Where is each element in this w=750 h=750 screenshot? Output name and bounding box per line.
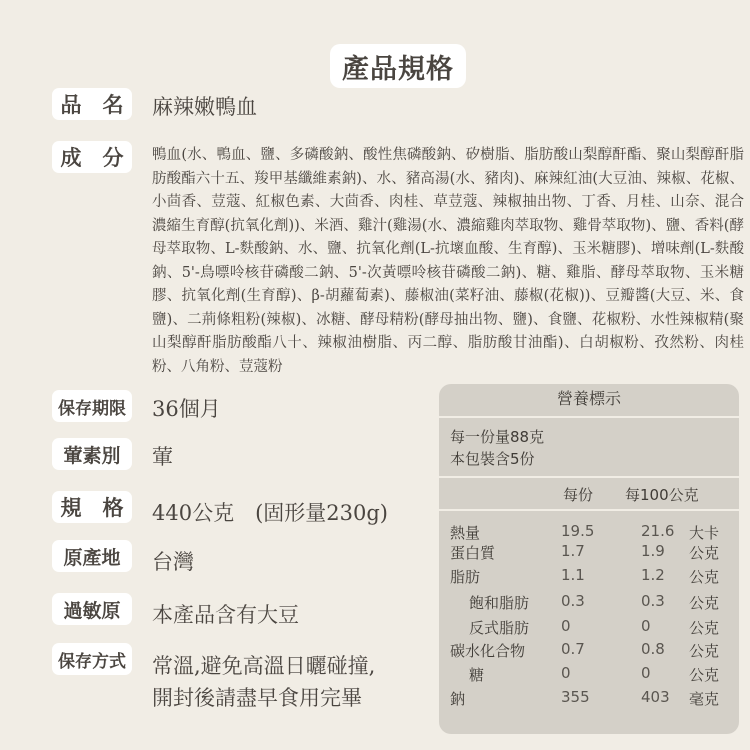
per-serving-value: 0 — [561, 664, 571, 682]
unit: 毫克 — [689, 690, 720, 708]
per-100g-value: 0.3 — [641, 592, 665, 610]
per-100g-value: 1.9 — [641, 542, 665, 560]
nutrient-name: 飽和脂肪 — [469, 594, 530, 612]
label-origin: 原產地 — [52, 540, 132, 572]
col-header-per-100g: 每100公克 — [625, 486, 699, 504]
per-serving-value: 0.3 — [561, 592, 585, 610]
unit: 公克 — [689, 594, 720, 612]
value-product-name: 麻辣嫩鴨血 — [152, 95, 257, 119]
divider — [439, 476, 739, 478]
nutrient-name: 碳水化合物 — [450, 642, 526, 660]
divider — [439, 416, 739, 418]
per-serving-value: 19.5 — [561, 522, 595, 540]
per-serving-value: 1.1 — [561, 566, 585, 584]
nutrition-row — [439, 617, 739, 641]
value-origin: 台灣 — [152, 550, 194, 574]
nutrient-name: 蛋白質 — [450, 544, 496, 562]
value-storage — [152, 650, 375, 714]
nutrition-title: 營養標示 — [556, 389, 621, 408]
label-product-name: 品 名 — [52, 88, 132, 120]
nutrition-row — [439, 542, 739, 566]
page-title: 產品規格 — [330, 44, 466, 88]
unit: 公克 — [689, 666, 720, 684]
per-100g-value: 0 — [641, 617, 651, 635]
per-100g-value: 21.6 — [641, 522, 675, 540]
unit: 公克 — [689, 544, 720, 562]
servings-per-package: 本包裝含5份 — [450, 450, 535, 468]
value-allergen: 本產品含有大豆 — [152, 603, 299, 627]
nutrition-row — [439, 688, 739, 712]
storage-line-1: 常溫,避免高溫日曬碰撞, — [152, 654, 376, 678]
value-size: 440公克 (固形量230g) — [152, 501, 388, 525]
label-allergen: 過敏原 — [52, 593, 132, 625]
per-100g-value: 403 — [641, 688, 670, 706]
nutrient-name: 糖 — [469, 666, 485, 684]
nutrition-row — [439, 664, 739, 688]
nutrition-facts-panel — [439, 384, 739, 734]
nutrient-name: 熱量 — [450, 524, 481, 542]
value-ingredients: 鴨血(水、鴨血、鹽、多磷酸鈉、酸性焦磷酸鈉、矽樹脂、脂肪酸山梨醇酐酯、聚山梨醇酐脂肪酸酯六十五、羧甲基纖維素鈉)、水、豬高湯(水、豬肉)、麻辣紅油(大豆油、辣椒、花椒、小茴香、荳蔻、紅椒色素、大茴香、肉桂、草荳蔻、辣椒抽出物、丁香、月桂、山奈、混合濃縮生育醇(抗氧化劑))、米酒、雞汁(雞湯(水、濃縮雞肉萃取物、雞骨萃取物)、鹽、香料(酵母萃取物、L-麩酸鈉、水、鹽、抗氧化劑(L-抗壞血酸、生育醇)、玉米糖膠)、增味劑(L-麩酸鈉、5'-鳥嘌呤核苷磷酸二鈉、5'-次黃嘌呤核苷磷酸二鈉)、糖、雞脂、酵母萃取物、玉米糖膠、抗氧化劑(生育醇)、β-胡蘿蔔素)、藤椒油(菜籽油、藤椒(花椒))、豆瓣醬(大豆、米、食鹽)、二荊條粗粉(辣椒)、冰糖、酵母精粉(酵母抽出物、鹽)、食鹽、花椒粉、水性辣椒精(聚山梨醇酐脂肪酸酯八十、辣椒油樹脂、丙二醇、脂肪酸甘油酯)、白胡椒粉、孜然粉、肉桂粉、八角粉、荳蔻粉 — [152, 147, 744, 375]
label-storage: 保存方式 — [52, 643, 132, 675]
per-100g-value: 0.8 — [641, 640, 665, 658]
value-diet-type: 葷 — [152, 445, 173, 469]
nutrient-name: 反式脂肪 — [469, 619, 530, 637]
per-serving-value: 1.7 — [561, 542, 585, 560]
unit: 公克 — [689, 619, 720, 637]
per-100g-value: 1.2 — [641, 566, 665, 584]
label-ingredients: 成 分 — [52, 141, 132, 173]
per-serving-value: 0.7 — [561, 640, 585, 658]
label-shelf-life: 保存期限 — [52, 390, 132, 422]
unit: 公克 — [689, 642, 720, 660]
serving-size: 每一份量88克 — [450, 428, 545, 446]
unit: 大卡 — [689, 524, 720, 542]
col-header-per-serving: 每份 — [563, 486, 594, 504]
per-100g-value: 0 — [641, 664, 651, 682]
unit: 公克 — [689, 568, 720, 586]
storage-line-2: 開封後請盡早食用完畢 — [152, 686, 362, 710]
per-serving-value: 0 — [561, 617, 571, 635]
nutrition-row — [439, 592, 739, 616]
value-shelf-life: 36個月 — [152, 397, 221, 421]
label-diet-type: 葷素別 — [52, 438, 132, 470]
nutrient-name: 脂肪 — [450, 568, 481, 586]
nutrition-row — [439, 566, 739, 590]
divider — [439, 509, 739, 511]
label-size: 規 格 — [52, 491, 132, 523]
nutrient-name: 鈉 — [450, 690, 466, 708]
per-serving-value: 355 — [561, 688, 590, 706]
nutrition-row — [439, 640, 739, 664]
